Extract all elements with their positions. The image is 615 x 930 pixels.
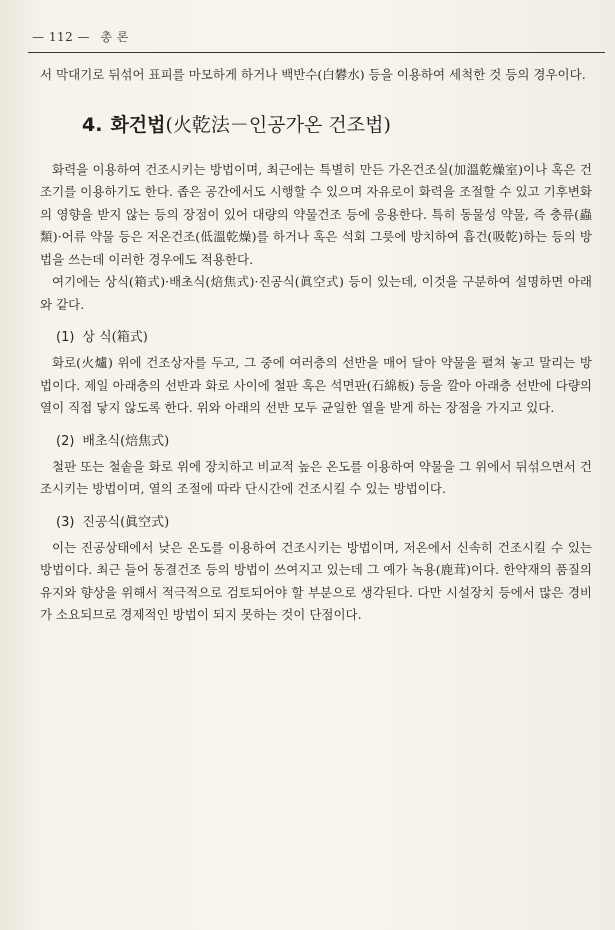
subsection-hanja: (焙焦式): [120, 433, 170, 449]
subsection-title: 배초식: [82, 433, 121, 449]
body-paragraph: 여기에는 상식(箱式)·배초식(焙焦式)·진공식(眞空式) 등이 있는데, 이것을 구분하여 설명하면 아래와 같다.: [40, 274, 592, 312]
subsection-number: (2): [56, 433, 75, 449]
section-heading: [82, 111, 592, 139]
subsection-title: 진공식: [82, 514, 121, 530]
intro-paragraph: 서 막대기로 뒤섞어 표피를 마모하게 하거나 백반수(白礬水) 등을 이용하여 세척한 것 등의 경우이다.: [40, 67, 586, 82]
subsection-heading: [56, 430, 592, 454]
subsection-paragraph: 철판 또는 철솥을 화로 위에 장치하고 비교적 높은 온도를 이용하여 약물을 그 위에서 뒤섞으면서 건조시키는 방법이며, 열의 조절에 따라 단시간에 건조시킬 수 있는 방법이다.: [40, 458, 592, 496]
subsection-title: 상 식: [82, 330, 112, 345]
section-number: 4.: [82, 113, 103, 136]
running-header: [32, 28, 129, 45]
subsection-number: (3): [56, 514, 75, 530]
subsection-hanja: (眞空式): [120, 514, 170, 530]
subsection-hanja: (箱式): [111, 330, 148, 345]
subsection-heading: [56, 511, 592, 535]
page-content: [40, 64, 592, 627]
header-title: 총 론: [100, 30, 129, 44]
section-title: 화건법: [110, 113, 166, 136]
body-paragraph: 화력을 이용하여 건조시키는 방법이며, 최근에는 특별히 만든 가온건조실(加溫乾燥室)이나 혹은 건조기를 이용하기도 한다. 좁은 공간에서도 시행할 수 있으며 자유로이 화력을 조절할 수 있고 기후변화의 영향을 받지 않는 등의 장점이 있어 대량의 약물건조 등에 응용한다. 특히 동물성 약물, 즉 충류(蟲類)·어류 약물 등은 저온건조(低溫乾燥)를 하거나 혹은 석회 그릇에 방치하여 흡건(吸乾)하는 등의 방법을 쓰는데 이러한 경우에도 적용한다.: [40, 161, 592, 267]
page-number: — 112 —: [32, 30, 91, 44]
subsection-number: (1): [56, 330, 75, 345]
header-rule: [28, 52, 605, 53]
subsection-paragraph: 화로(火爐) 위에 건조상자를 두고, 그 중에 여러층의 선반을 매어 달아 약물을 펼쳐 놓고 말리는 방법이다. 제일 아래층의 선반과 화로 사이에 철판 혹은 석면판(石綿板) 등을 깔아 아래층 선반에 다량의 열이 직접 닿지 않도록 한다. 위와 아래의 선반 모두 균일한 열을 받게 하는 장점을 가지고 있다.: [40, 355, 592, 415]
subsection-paragraph: 이는 진공상태에서 낮은 온도를 이용하여 건조시키는 방법이며, 저온에서 신속히 건조시킬 수 있는 방법이다. 최근 들어 동결건조 등의 방법이 쓰여지고 있는데 그 예가 녹용(鹿茸)이다. 한약재의 품질의 유지와 향상을 위해서 적극적으로 검토되어야 할 부분으로 생각된다. 다만 시설장치 등에서 많은 경비가 소요되므로 경제적인 방법이 되지 못하는 것이 단점이다.: [40, 539, 592, 622]
subsection-heading: [56, 326, 592, 350]
section-hanja: (火乾法－인공가온 건조법): [165, 113, 391, 136]
